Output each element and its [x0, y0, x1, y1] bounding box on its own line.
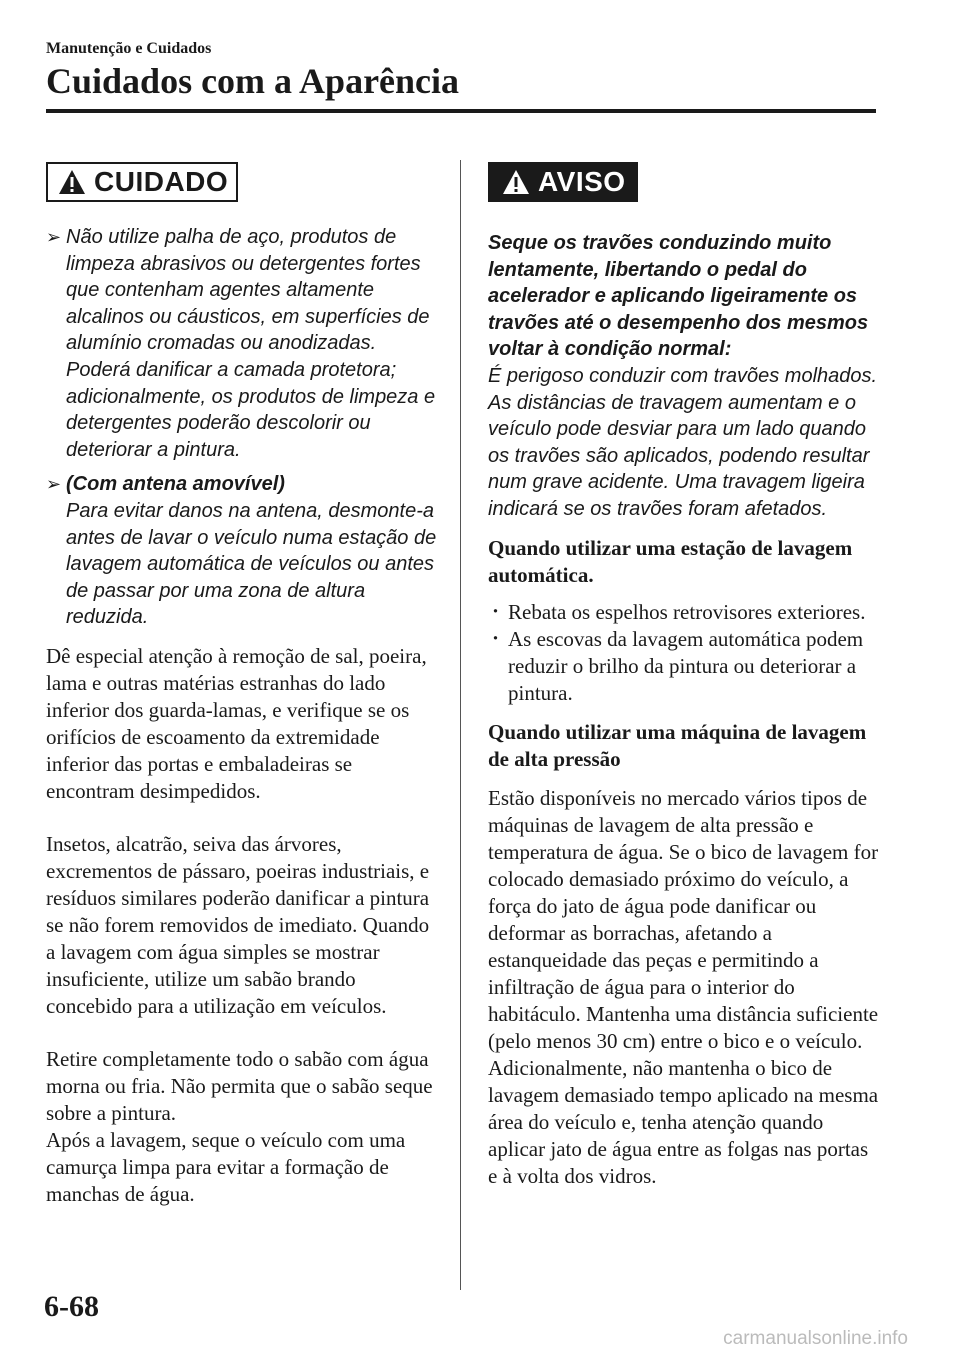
page-number: 6-68 [44, 1290, 99, 1323]
caution-item-text: Para evitar danos na antena, desmonte-a antes de lavar o veículo numa estação de lavagem automática de veículos ou antes de passar por uma zona de altura reduzida. [66, 499, 437, 629]
list-item: · Rebata os espelhos retrovisores exteriores. [488, 599, 880, 626]
watermark: carmanualsonline.info [723, 1328, 908, 1349]
warning-label: AVISO [538, 166, 626, 197]
caution-item [46, 224, 438, 463]
automatic-wash-list [488, 599, 880, 707]
warning-badge [488, 162, 638, 202]
warning-body [488, 230, 880, 523]
section-label: Manutenção e Cuidados [46, 40, 212, 57]
paragraph-salt-removal: Dê especial atenção à remoção de sal, poeira, lama e outras matérias estranhas do lado inferior dos guarda-lamas, e verifique se os orifícios de escoamento da extremidade inferior das portas e embaladeiras se encontram desimpedidos. [46, 643, 427, 803]
caution-badge [46, 162, 238, 202]
caution-list [46, 224, 438, 631]
caution-item-text: Não utilize palha de aço, produtos de limpeza abrasivos ou detergentes fortes que contenham agentes altamente alcalinos ou cáusticos, em superfícies de alumínio cromadas ou anodizadas. Poderá danificar a camada protetora; adicionalmente, os produtos de limpeza e detergentes poderão descolorir ou deteriorar a pintura. [66, 226, 436, 461]
arrow-bullet-icon: ➢ [46, 474, 62, 495]
header-divider [46, 109, 876, 113]
warning-triangle-icon [502, 169, 530, 195]
caution-label: CUIDADO [94, 166, 229, 197]
pressure-wash-heading: Quando utilizar uma máquina de lavagem de alta pressão [488, 719, 867, 771]
automatic-wash-heading: Quando utilizar uma estação de lavagem automática. [488, 535, 853, 587]
paragraph-dry: Após a lavagem, seque o veículo com uma camurça limpa para evitar a formação de manchas de água. [46, 1127, 406, 1206]
paragraph-rinse: Retire completamente todo o sabão com água morna ou fria. Não permita que o sabão seque sobre a pintura. [46, 1046, 433, 1125]
warning-text: É perigoso conduzir com travões molhados. As distâncias de travagem aumentam e o veículo pode desviar para um lado quando os travões são aplicados, podendo resultar num grave acidente. Uma travagem ligeira indicará se os travões foram afetados. [488, 364, 878, 520]
list-item: · As escovas da lavagem automática podem reduzir o brilho da pintura ou deteriorar a pintura. [488, 626, 880, 707]
left-column [46, 162, 438, 1208]
warning-bold-text: Seque os travões conduzindo muito lentamente, libertando o pedal do acelerador e aplicando ligeiramente os travões até o desempenho dos mesmos voltar à condição normal: [488, 232, 869, 361]
caution-item-lead: (Com antena amovível) [66, 473, 285, 496]
right-column [488, 162, 880, 1190]
arrow-bullet-icon: ➢ [46, 227, 62, 247]
paragraph-contaminants: Insetos, alcatrão, seiva das árvores, excrementos de pássaro, poeiras industriais, e resíduos similares poderão danificar a pintura se não forem removidos de imediato. Quando a lavagem com água simples se mostrar insuficiente, utilize um sabão brando concebido para a utilização em veículos. [46, 831, 430, 1018]
page-title: Cuidados com a Aparência [46, 61, 460, 101]
column-divider [460, 160, 461, 1290]
caution-item [46, 471, 438, 631]
caution-warning-icon [58, 169, 86, 195]
pressure-wash-text: Estão disponíveis no mercado vários tipos de máquinas de lavagem de alta pressão e temperatura de água. Se o bico de lavagem for colocado demasiado próximo do veículo, a força do jato de água pode danificar ou deformar as borrachas, afetando a estanqueidade das peças e permitindo a infiltração de água para o interior do habitáculo. Mantenha uma distância suficiente (pelo menos 30 cm) entre o bico e o veículo. Adicionalmente, não mantenha o bico de lavagem demasiado tempo aplicado na mesma área do veículo e, tenha atenção quando aplicar jato de água entre as folgas nas portas e à volta dos vidros. [488, 785, 879, 1188]
